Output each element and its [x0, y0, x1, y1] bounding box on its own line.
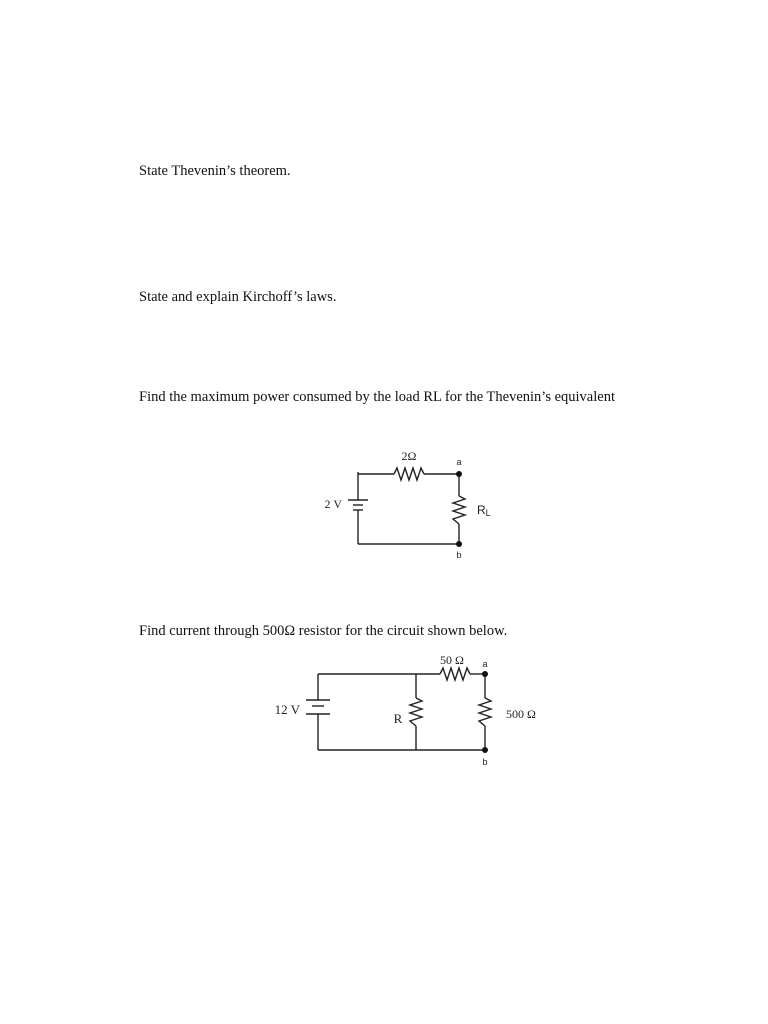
circuit1-node-b-dot — [456, 541, 462, 547]
circuit1-node-a-dot — [456, 471, 462, 477]
circuit2-series-resistor-label: 50 Ω — [440, 653, 464, 667]
question-1: State Thevenin’s theorem. — [139, 163, 291, 179]
circuit1-load-label-sub: L — [485, 508, 491, 518]
circuit1-node-a-label: a — [456, 457, 462, 467]
circuit1-battery — [348, 500, 368, 510]
circuit2-shunt-resistor-label: R — [393, 711, 403, 726]
question-3: Find the maximum power consumed by the load RL for the Thevenin’s equivalent — [139, 389, 615, 405]
circuit2-node-b-label: b — [482, 757, 488, 767]
circuit2-node-a-dot — [482, 671, 488, 677]
circuit1-load-label — [477, 503, 491, 518]
circuit1-load-label-main: R — [477, 503, 486, 517]
circuit2-node-a-label: a — [482, 659, 488, 669]
circuit2-source-label: 12 V — [274, 702, 300, 717]
circuit1-node-b-label: b — [456, 550, 462, 560]
circuit2-load-resistor-label: 500 Ω — [506, 707, 536, 721]
circuit2-node-b-dot — [482, 747, 488, 753]
circuit2-load-resistor — [479, 698, 491, 726]
circuit1-source-label: 2 V — [324, 497, 342, 511]
circuit1-series-resistor — [394, 468, 424, 480]
question-4: Find current through 500Ω resistor for the circuit shown below. — [139, 623, 508, 639]
circuit1-series-resistor-label: 2Ω — [401, 449, 417, 463]
circuit2-shunt-resistor — [410, 698, 422, 726]
circuit2-series-resistor — [440, 668, 470, 680]
circuit1-wires — [358, 472, 459, 544]
circuit1-load-resistor — [453, 496, 465, 524]
question-2: State and explain Kirchoff’s laws. — [139, 289, 337, 305]
circuit2-battery — [306, 700, 330, 714]
